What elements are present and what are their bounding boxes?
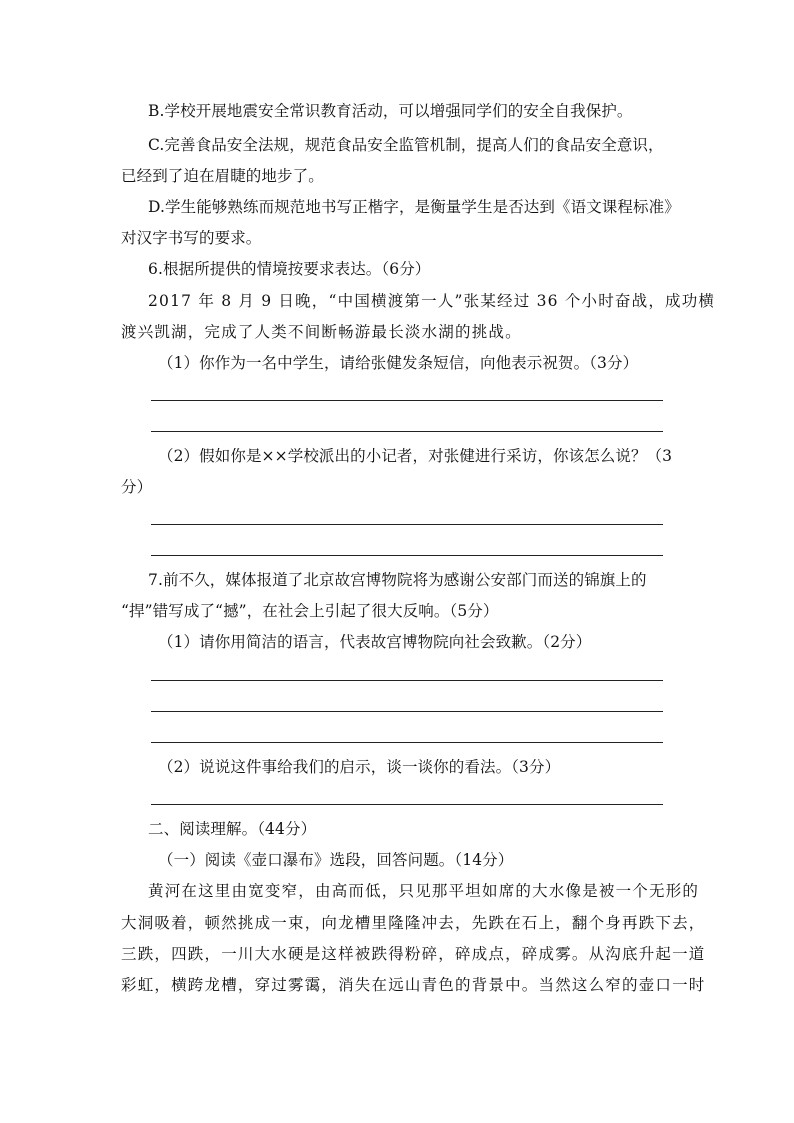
passage-line-1: 黄河在这里由宽变窄，由高而低，只见那平坦如席的大水像是被一个无形的 [148, 882, 700, 900]
option-c-text-line2: 已经到了迫在眉睫的地步了。 [121, 167, 324, 185]
q7-sub1-answer-line-3[interactable] [151, 742, 663, 743]
q6-sub1-answer-line-2[interactable] [151, 431, 663, 432]
q6-sub2-answer-line-2[interactable] [151, 555, 663, 556]
q7-sub2-answer-line-1[interactable] [151, 804, 663, 805]
question-7-sub1: （1）请你用简洁的语言，代表故宫博物院向社会致歉。（2分） [158, 633, 592, 651]
question-7-sub2: （2）说说这件事给我们的启示，谈一谈你的看法。（3分） [158, 758, 561, 776]
passage-line-3: 三跌，四跌，一川大水硬是这样被跌得粉碎，碎成点，碎成雾。从沟底升起一道 [121, 945, 706, 963]
question-6-sub1: （1）你作为一名中学生，请给张健发条短信，向他表示祝贺。（3分） [158, 354, 639, 372]
passage-line-4: 彩虹，横跨龙槽，穿过雾霭，消失在远山青色的背景中。当然这么窄的壶口一时 [121, 976, 706, 994]
question-6-sub2-line1: （2）假如你是××学校派出的小记者，对张健进行采访，你该怎么说？（3 [158, 447, 673, 465]
option-d-text-line2: 对汉字书写的要求。 [121, 229, 262, 247]
question-7-title-line2: “捍”错写成了“撼”，在社会上引起了很大反响。（5分） [121, 602, 499, 620]
section-2-heading: 二、阅读理解。（44分） [148, 820, 317, 838]
reading-subheading: （一）阅读《壶口瀑布》选段，回答问题。（14分） [158, 851, 514, 869]
option-c-text-line1: C.完善食品安全法规，规范食品安全监管机制，提高人们的食品安全意识， [148, 136, 664, 154]
q6-sub2-answer-line-1[interactable] [151, 524, 663, 525]
q7-sub1-answer-line-1[interactable] [151, 680, 663, 681]
option-d-text-line1: D.学生能够熟练而规范地书写正楷字，是衡量学生是否达到《语文课程标准》 [148, 198, 680, 216]
question-6-sub2-line2: 分） [121, 478, 153, 496]
question-7-title-line1: 7.前不久，媒体报道了北京故宫博物院将为感谢公安部门而送的锦旗上的 [148, 571, 647, 589]
question-6-title: 6.根据所提供的情境按要求表达。（6分） [148, 260, 431, 278]
passage-line-2: 大洞吸着，顿然挑成一束，向龙槽里隆隆冲去，先跌在石上，翻个身再跌下去， [121, 914, 706, 932]
q6-sub1-answer-line-1[interactable] [151, 400, 663, 401]
question-6-context-line1: 2017 年 8 月 9 日晚，“中国横渡第一人”张某经过 36 个小时奋战，成功横 [148, 292, 716, 310]
option-b-text: B.学校开展地震安全常识教育活动，可以增强同学们的安全自我保护。 [148, 102, 633, 120]
question-6-context-line2: 渡兴凯湖，完成了人类不间断畅游最长淡水湖的挑战。 [121, 323, 522, 341]
q7-sub1-answer-line-2[interactable] [151, 711, 663, 712]
